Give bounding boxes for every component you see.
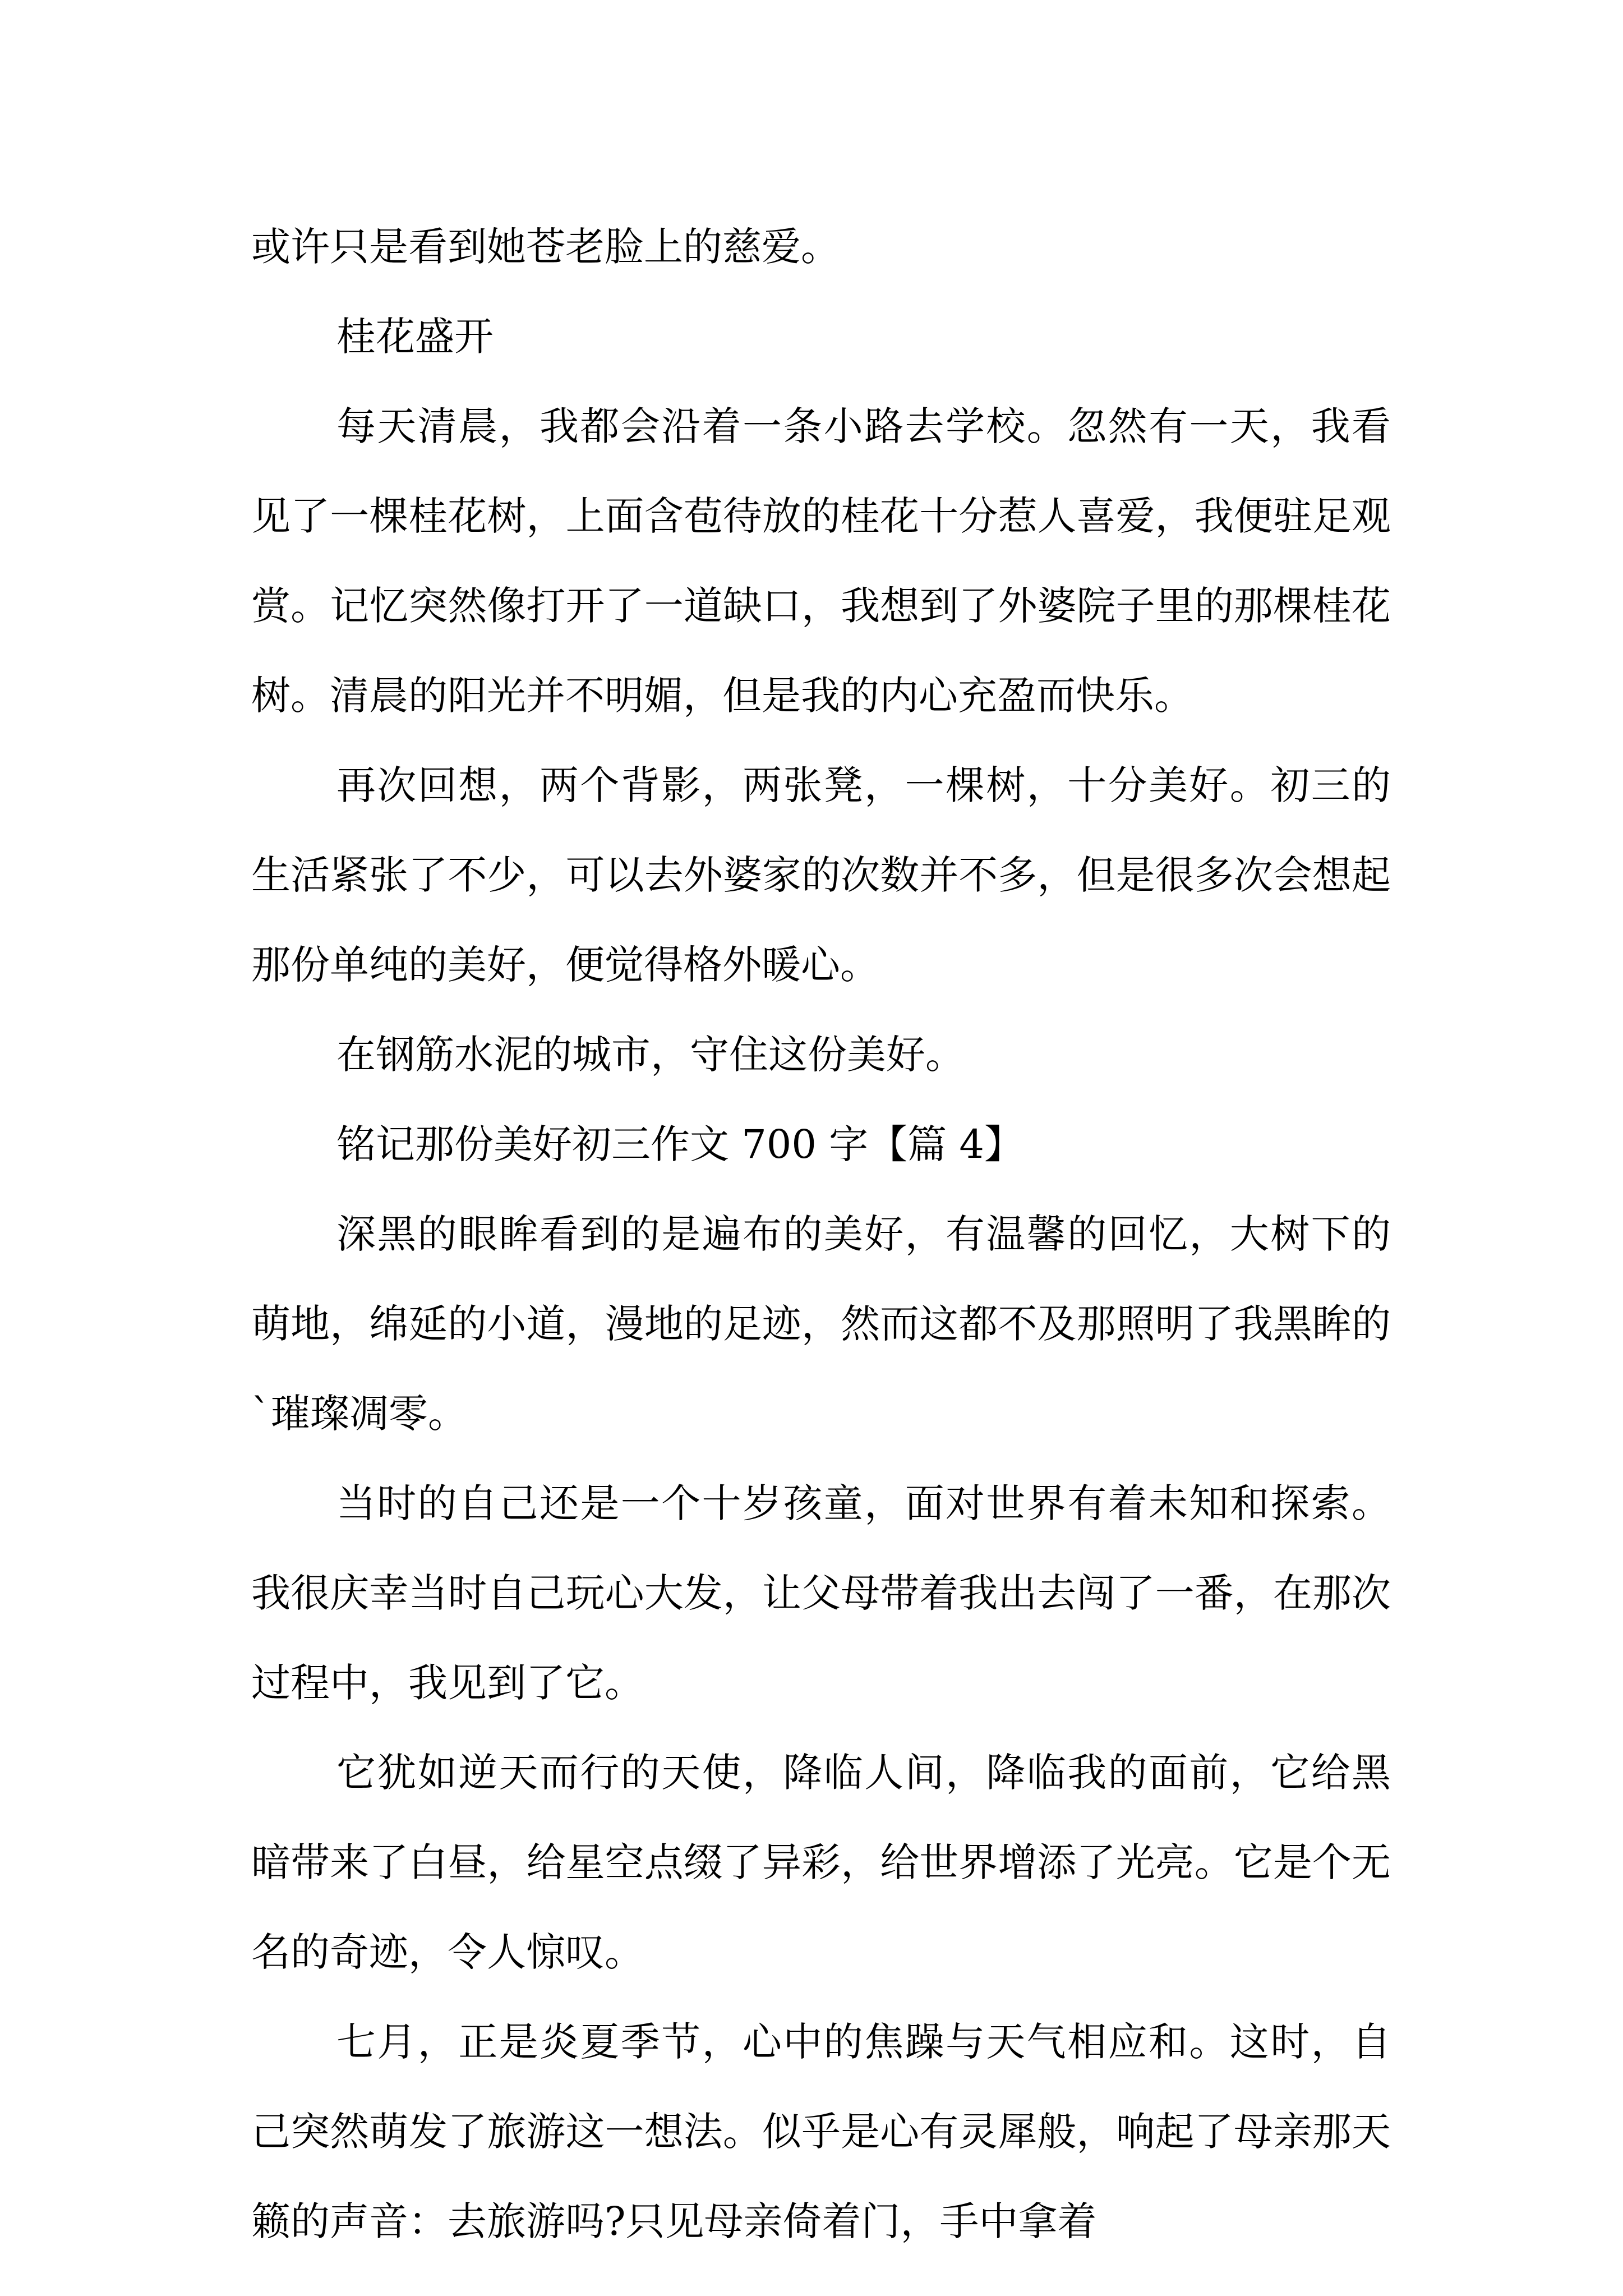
paragraph-continuation: 或许只是看到她苍老脸上的慈爱。 bbox=[251, 224, 840, 270]
paragraph: 在钢筋水泥的城市，守住这份美好。 bbox=[336, 1032, 965, 1078]
paragraph: 每天清晨，我都会沿着一条小路去学校。忽然有一天，我看见了一棵桂花树，上面含苞待放的桂花十分惹人喜爱，我便驻足观赏。记忆突然像打开了一道缺口，我想到了外婆院子里的那棵桂花树。清晨的阳光并不明媚，但是我的内心充盈而快乐。 bbox=[251, 403, 1391, 719]
paragraph: 再次回想，两个背影，两张凳，一棵树，十分美好。初三的生活紧张了不少，可以去外婆家的次数并不多，但是很多次会想起那份单纯的美好，便觉得格外暖心。 bbox=[251, 762, 1391, 988]
section-heading-osmanthus: 桂花盛开 bbox=[336, 314, 494, 360]
document-page bbox=[251, 202, 1391, 2266]
paragraph: 当时的自己还是一个十岁孩童，面对世界有着未知和探索。我很庆幸当时自己玩心大发，让父母带着我出去闯了一番，在那次过程中，我见到了它。 bbox=[251, 1480, 1391, 1706]
paragraph: 深黑的眼眸看到的是遍布的美好，有温馨的回忆，大树下的萌地，绵延的小道，漫地的足迹，然而这都不及那照明了我黑眸的`璀璨凋零。 bbox=[251, 1211, 1391, 1437]
article-title: 铭记那份美好初三作文 700 字【篇 4】 bbox=[336, 1121, 1023, 1167]
paragraph: 它犹如逆天而行的天使，降临人间，降临我的面前，它给黑暗带来了白昼，给星空点缀了异彩，给世界增添了光亮。它是个无名的奇迹，令人惊叹。 bbox=[251, 1750, 1391, 1975]
paragraph: 七月，正是炎夏季节，心中的焦躁与天气相应和。这时，自己突然萌发了旅游这一想法。似乎是心有灵犀般，响起了母亲那天籁的声音：去旅游吗?只见母亲倚着门，手中拿着 bbox=[251, 2019, 1391, 2244]
